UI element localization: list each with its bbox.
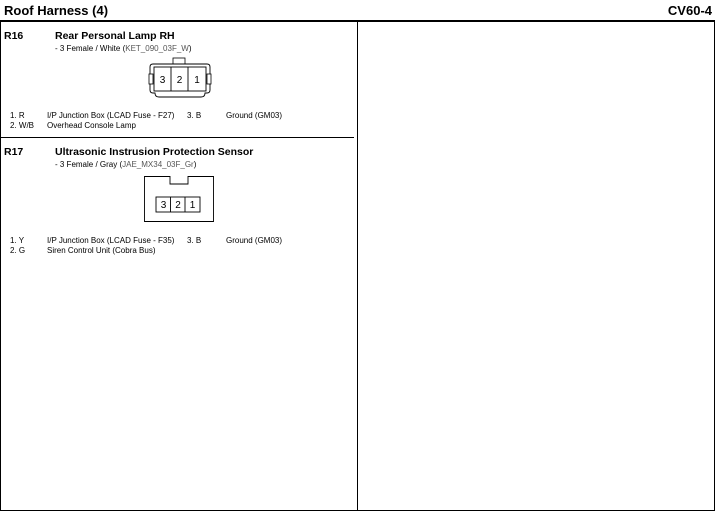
pin-description: Overhead Console Lamp bbox=[47, 121, 136, 130]
connector-name: Rear Personal Lamp RH bbox=[55, 30, 175, 42]
cavity-label: 3 bbox=[159, 75, 166, 86]
pin-description: Ground (GM03) bbox=[226, 236, 283, 245]
frame-border-left bbox=[0, 22, 1, 511]
pin-description: I/P Junction Box (LCAD Fuse - F35) bbox=[47, 236, 175, 245]
connector-code: R16 bbox=[4, 30, 24, 42]
column-divider bbox=[357, 22, 358, 511]
spec-text-end: ) bbox=[193, 160, 197, 169]
pin-description: Ground (GM03) bbox=[226, 111, 283, 120]
page-code: CV60-4 bbox=[667, 3, 712, 18]
spec-text: - 3 Female / Gray ( bbox=[55, 160, 123, 169]
pin-label: 2. W/B bbox=[10, 121, 35, 130]
connector-name: Ultrasonic Instrusion Protection Sensor bbox=[55, 146, 254, 158]
cavity-label: 1 bbox=[189, 200, 196, 211]
spec-text-end: ) bbox=[188, 44, 192, 53]
pin-label: 3. B bbox=[187, 236, 202, 245]
cavity-label: 2 bbox=[175, 200, 181, 211]
spec-text: - 3 Female / White ( bbox=[55, 44, 126, 53]
part-number: KET_090_03F_W bbox=[125, 44, 189, 53]
connector-diagram-r17 bbox=[144, 176, 214, 222]
page-header bbox=[0, 0, 715, 22]
pin-description: Siren Control Unit (Cobra Bus) bbox=[47, 246, 156, 255]
section-divider bbox=[0, 137, 354, 138]
pin-label: 1. R bbox=[10, 111, 25, 120]
cavity-label: 1 bbox=[194, 75, 200, 86]
connector-code: R17 bbox=[4, 146, 24, 158]
page-title: Roof Harness (4) bbox=[4, 3, 109, 18]
pin-label: 2. G bbox=[10, 246, 26, 255]
connector-spec bbox=[55, 44, 192, 53]
pin-label: 3. B bbox=[187, 111, 202, 120]
pin-label: 1. Y bbox=[10, 236, 25, 245]
cavity-label: 3 bbox=[160, 200, 167, 211]
connector-diagram-r16 bbox=[147, 57, 213, 99]
cavity-label: 2 bbox=[176, 75, 183, 86]
pin-description: I/P Junction Box (LCAD Fuse - F27) bbox=[47, 111, 175, 120]
connector-spec bbox=[55, 160, 196, 169]
part-number: JAE_MX34_03F_Gr bbox=[122, 160, 194, 169]
